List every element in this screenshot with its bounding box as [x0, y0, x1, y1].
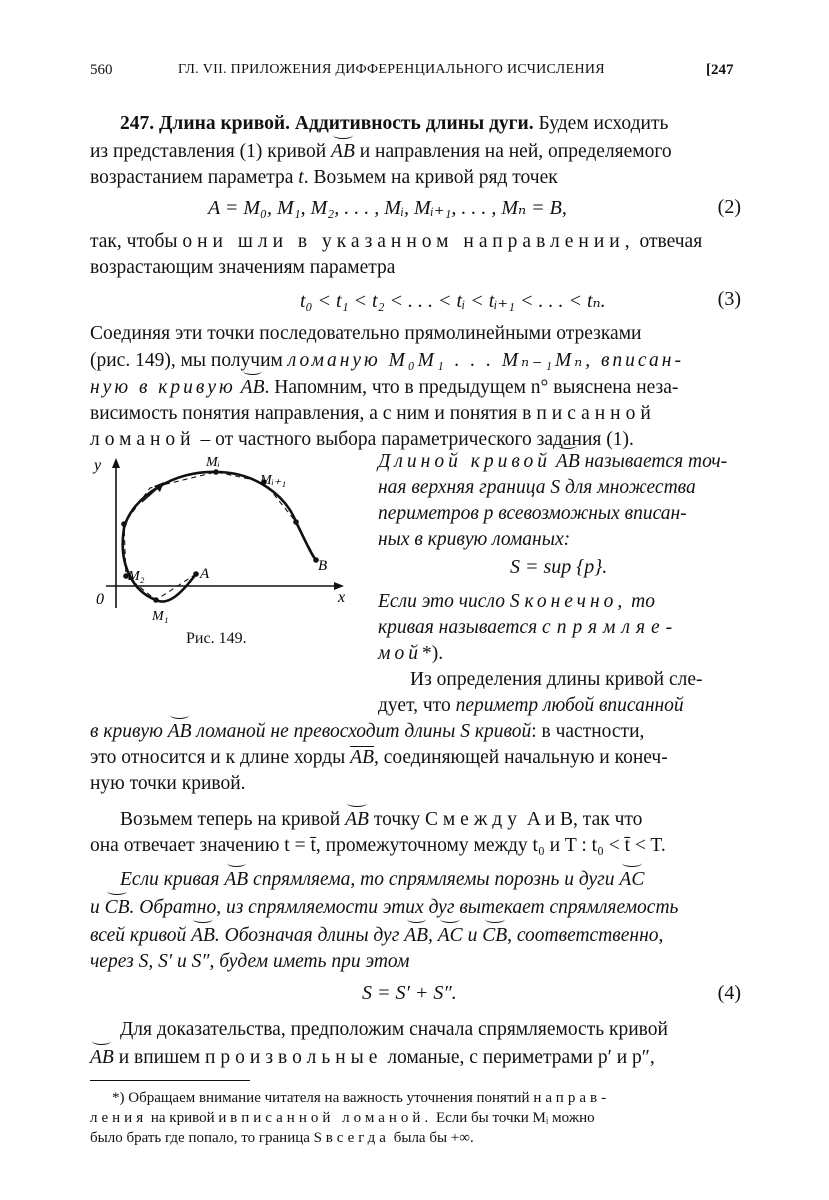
arc-ab: AB — [224, 866, 248, 893]
p5-line1: Возьмем теперь на кривой AB точку C между A и B, так что — [120, 806, 642, 833]
label-mi1: Mᵢ₊₁ — [260, 473, 287, 488]
equation-2-number: (2) — [717, 196, 741, 218]
section-reference: [247 — [706, 62, 734, 78]
def-line3: периметров p всевозможных вписан- — [378, 503, 687, 524]
label-m2: M₂ — [128, 569, 145, 584]
p4-line2: это относится и к длине хорды $\overline{AB}$, соединяющей начальную и конеч- — [90, 747, 668, 768]
label-x: x — [338, 589, 346, 606]
arc-ab: AB — [191, 922, 215, 949]
label-origin: 0 — [96, 591, 104, 608]
arc-cb: CB — [105, 894, 130, 921]
arc-ab: AB — [168, 718, 192, 745]
footnote-rule — [90, 1080, 250, 1081]
def-line8: Из определения длины кривой сле- — [410, 669, 703, 690]
running-title: ГЛ. VII. ПРИЛОЖЕНИЯ ДИФФЕРЕНЦИАЛЬНОГО ИСЧИСЛЕНИЯ — [178, 62, 605, 77]
p1-line3: возрастанием параметра t. Возьмем на кривой ряд точек — [90, 167, 558, 188]
label-b: B — [318, 558, 328, 574]
label-mi: Mᵢ — [206, 456, 220, 470]
def-line6: кривая называется спрямляе- — [378, 617, 679, 638]
def-line1: Длиной кривой AB называется точ- — [378, 448, 727, 475]
theorem-line3: всей кривой AB. Обозначая длины дуг AB, AC и CB, соответственно, — [90, 922, 663, 949]
arc-ac: AC — [438, 922, 463, 949]
theorem-line2: и CB. Обратно, из спрямляемости этих дуг вытекает спрямляемость — [90, 894, 678, 921]
p3-line2: (рис. 149), мы получим ломаную M₀M₁ . . . Mₙ₋₁Mₙ, вписан- — [90, 350, 684, 371]
theorem-line1: Если кривая AB спрямляема, то спрямляемы порознь и дуги AC — [120, 866, 644, 893]
arc-cb: CB — [482, 922, 507, 949]
sup-formula: S = sup {p}. — [510, 556, 608, 578]
p3-line4: висимость понятия направления, а с ним и понятия вписанной — [90, 403, 656, 424]
label-y: y — [94, 457, 102, 474]
p1-line1: 247. Длина кривой. Аддитивность длины дуги. Будем исходить — [120, 113, 669, 134]
p3-line5: ломаной – от частного выбора параметрического задания (1). — [90, 429, 634, 450]
equation-3-number: (3) — [717, 288, 741, 310]
arc-ab: AB — [556, 448, 580, 475]
label-m1: M₁ — [152, 609, 169, 624]
def-line9: дует, что периметр любой вписанной — [378, 695, 684, 716]
arc-ab: AB — [90, 1044, 114, 1071]
arc-ab: AB — [345, 806, 369, 833]
p6-line2: AB и впишем произвольные ломаные, с периметрами p′ и p″, — [90, 1044, 655, 1071]
p6-line1: Для доказательства, предположим сначала спрямляемость кривой — [120, 1019, 668, 1040]
equation-3: t₀ < t₁ < t₂ < . . . < tᵢ < tᵢ₊₁ < . . . < tₙ. — [300, 290, 606, 312]
p3-line3: ную в кривую AB. Напомним, что в предыдущем n° выяснена неза- — [90, 374, 678, 401]
equation-4: S = S′ + S″. — [362, 982, 457, 1004]
def-line7: мой*). — [378, 643, 444, 664]
arc-ab: AB — [331, 138, 355, 165]
equation-4-number: (4) — [717, 982, 741, 1004]
def-line2: ная верхняя граница S для множества — [378, 477, 696, 498]
p2-line2: возрастающим значениям параметра — [90, 257, 396, 278]
arc-ab: AB — [404, 922, 428, 949]
theorem-line4: через S, S′ и S″, будем иметь при этом — [90, 951, 410, 972]
arc-ac: AC — [619, 866, 644, 893]
figure-149 — [86, 456, 356, 636]
equation-2: A = M₀, M₁, M₂, . . . , Mᵢ, Mᵢ₊₁, . . . , Mₙ = B, — [208, 197, 567, 219]
section-heading: 247. Длина кривой. Аддитивность длины дуги. — [120, 113, 534, 134]
label-a: A — [200, 566, 210, 582]
def-line5: Если это число S конечно, то — [378, 591, 655, 612]
footnote: *) Обращаем внимание читателя на важность уточнения понятий направ- ления на кривой и вписанной ломаной. Если бы точки Mᵢ можно было брать где попало, то граница S всегда была бы +∞. — [90, 1090, 611, 1146]
p1-line2: из представления (1) кривой AB и направления на ней, определяемого — [90, 138, 672, 165]
p4-line1: в кривую AB ломаной не превосходит длины S кривой: в частности, — [90, 718, 644, 745]
page-number: 560 — [90, 62, 113, 78]
arc-ab: AB — [241, 374, 265, 401]
def-line4: ных в кривую ломаных: — [378, 529, 571, 550]
p3-line1: Соединяя эти точки последовательно прямолинейными отрезками — [90, 323, 642, 344]
p4-line3: ную точки кривой. — [90, 773, 246, 794]
figure-caption: Рис. 149. — [186, 630, 247, 647]
chord-ab: $\overline{AB}$ — [350, 747, 374, 768]
p5-line2: она отвечает значению t = t̄, промежуточному между t₀ и T : t₀ < t̄ < T. — [90, 835, 666, 856]
p2-line1: так, чтобы они шли в указанном направлении, отвечая — [90, 231, 703, 252]
